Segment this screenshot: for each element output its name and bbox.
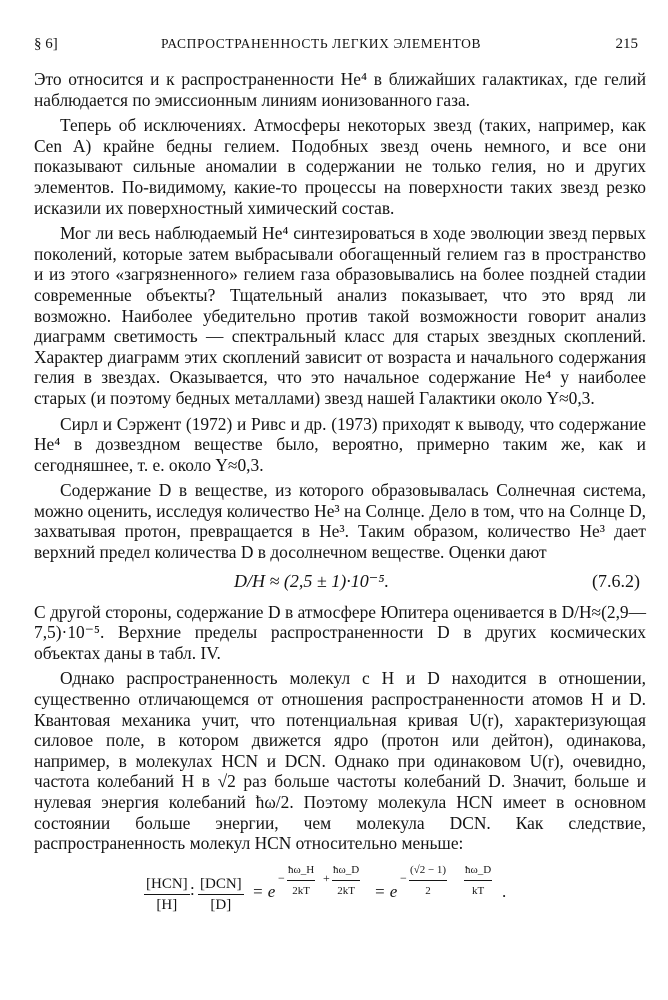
paragraph-5: Содержание D в веществе, из которого образовывалась Солнечная система, можно оценить, исследуя количество He³ на Солнце. Дело в том, что на Солнце D, захватывая протон, превращается в He³. Таким образом, количество He³ дает верхний предел количества D в досолнечном веществе. Оценки дают bbox=[34, 480, 646, 563]
exponent-denominator: 2kT bbox=[337, 885, 355, 898]
page-body bbox=[34, 69, 646, 930]
exponent-numerator: ħω_H bbox=[287, 860, 315, 882]
exponential-base-2: = e bbox=[374, 881, 398, 901]
equation-formula: D/H ≈ (2,5 ± 1)·10⁻⁵. bbox=[234, 570, 390, 591]
fraction-numerator: [DCN] bbox=[198, 874, 244, 896]
exponent-denominator: 2 bbox=[425, 885, 431, 898]
equation-number: (7.6.2) bbox=[592, 570, 640, 591]
ratio-colon: : bbox=[190, 879, 195, 899]
fraction-numerator: [HCN] bbox=[144, 874, 190, 896]
exponential-base-1: = e bbox=[252, 881, 276, 901]
exponent-fraction-d bbox=[332, 860, 360, 902]
formula-period: . bbox=[502, 881, 507, 901]
exponent-numerator: ħω_D bbox=[464, 860, 492, 882]
equation-7-6-2 bbox=[34, 568, 646, 596]
book-page bbox=[34, 30, 646, 930]
paragraph-6: С другой стороны, содержание D в атмосфере Юпитера оценивается в D/H≈(2,9—7,5)·10⁻⁵. Верхние пределы распространенности D в других космических объектах даны в табл. IV. bbox=[34, 601, 646, 663]
running-header bbox=[34, 30, 646, 60]
fraction-hcn-h bbox=[144, 874, 190, 916]
exponent-minus-1: − bbox=[278, 870, 285, 885]
fraction-denominator: [H] bbox=[156, 897, 178, 914]
paragraph-2: Теперь об исключениях. Атмосферы некоторых звезд (таких, например, как Cen A) крайне бедны гелием. Подобных звезд очень немного, и все они показывают сильные аномалии в содержании не только гелия, но и других элементов. По-видимому, какие-то процессы на поверхности таких звезд резко исказили их поверхностный химический состав. bbox=[34, 115, 646, 218]
exponent-denominator: kT bbox=[471, 885, 485, 898]
page-number: 215 bbox=[615, 36, 638, 52]
section-mark: § 6] bbox=[34, 36, 58, 52]
exponent-numerator: ħω_D bbox=[332, 860, 360, 882]
running-title: РАСПРОСТРАНЕННОСТЬ ЛЕГКИХ ЭЛЕМЕНТОВ bbox=[161, 36, 482, 51]
paragraph-7: Однако распространенность молекул с H и D находится в отношении, существенно отличающемся от отношения распространенности атомов H и D. Квантовая механика учит, что потенциальная кривая U(r), характеризующая силовое поле, в котором движется ядро (протон или дейтон), одинакова, например, в молекулах HCN и DCN. Однако при одинаковом U(r), очевидно, частота колебаний H в √2 раз больше частоты колебаний D. Значит, больше и нулевая энергия колебаний ħω/2. Поэтому молекула HCN имеет в основном состоянии больше энергии, чем молекула DCN. Как следствие, распространенность молекул HCN относительно меньше: bbox=[34, 668, 646, 854]
exponent-plus: + bbox=[323, 870, 330, 885]
fraction-dcn-d bbox=[198, 874, 244, 916]
fraction-denominator: [D] bbox=[210, 897, 232, 914]
isotope-ratio-formula bbox=[34, 860, 646, 930]
exponent-fraction-kt bbox=[464, 860, 492, 902]
paragraph-4: Сирл и Сэржент (1972) и Ривс и др. (1973) приходят к выводу, что содержание He⁴ в дозвездном веществе было, вероятно, примерно таким же, как и сегодняшнее, т. е. около Y≈0,3. bbox=[34, 413, 646, 475]
paragraph-3: Мог ли весь наблюдаемый He⁴ синтезироваться в ходе эволюции звезд первых поколений, которые затем выбрасывали обогащенный гелием газ в пространство и из этого «загрязненного» гелием газа образовывались на более поздней стадии современные объекты? Тщательный анализ показывает, что это вряд ли возможно. Наиболее убедительно против такой возможности говорит анализ диаграмм светимость — спектральный класс для старых звездных скоплений. Характер диаграмм этих скоплений зависит от возраста и начального содержания гелия в звездах. Оказывается, что это начальное содержание He⁴ у наиболее старых (и поэтому бедных металлами) звезд нашей Галактики около Y≈0,3. bbox=[34, 223, 646, 408]
exponent-fraction-sqrt bbox=[409, 860, 447, 902]
exponent-denominator: 2kT bbox=[292, 885, 310, 898]
exponent-fraction-h bbox=[287, 860, 315, 902]
exponent-numerator: (√2 − 1) bbox=[409, 860, 447, 882]
exponent-minus-2: − bbox=[400, 870, 407, 885]
paragraph-1: Это относится и к распространенности He⁴ в ближайших галактиках, где гелий наблюдается по эмиссионным линиям ионизованного газа. bbox=[34, 69, 646, 110]
